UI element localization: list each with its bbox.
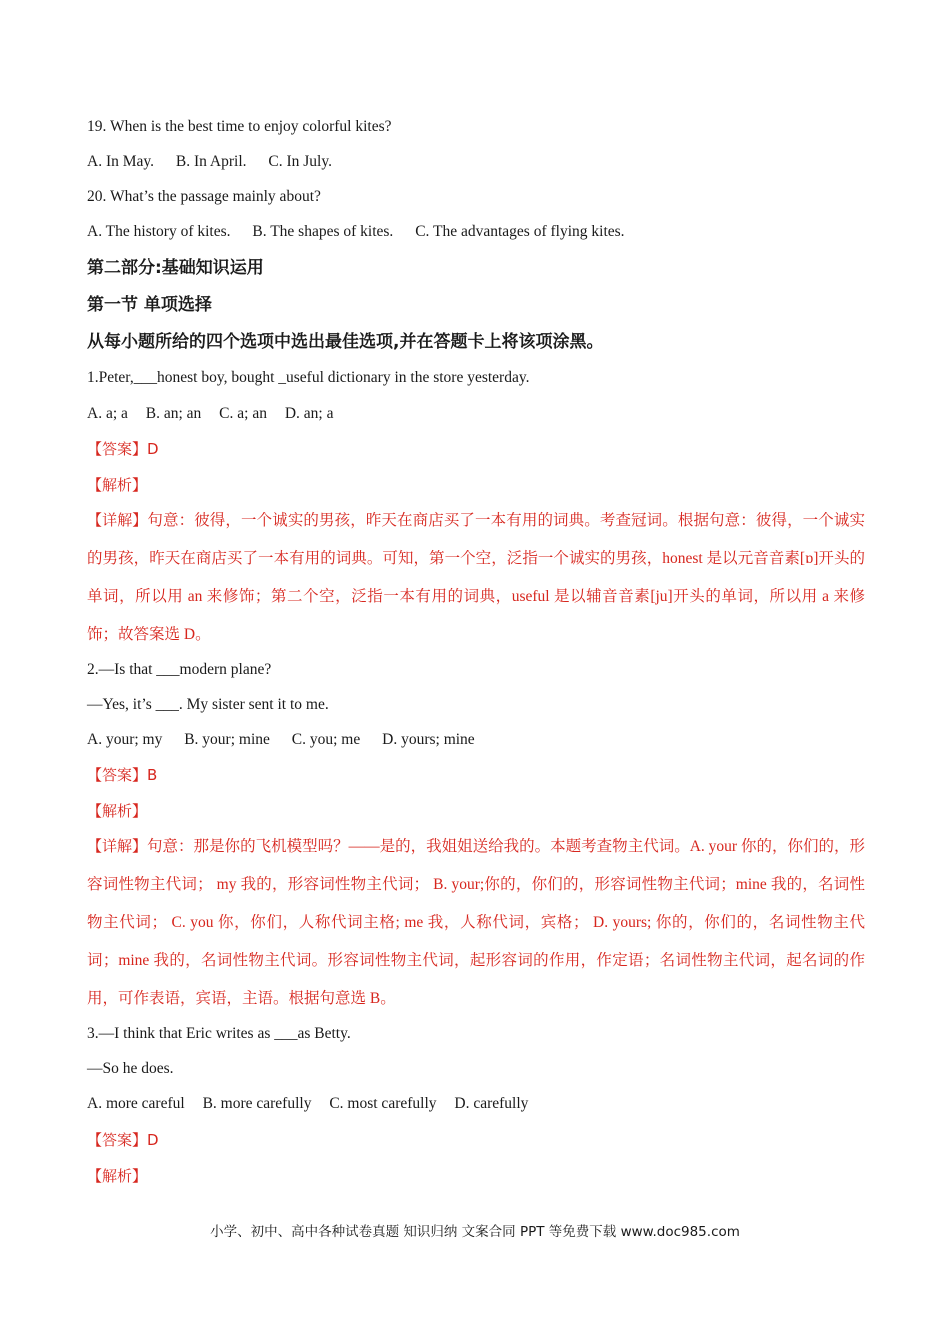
answer-value: B (147, 766, 158, 784)
option: A. The history of kites. (87, 223, 231, 240)
detail-text: 句意：彼得，一个诚实的男孩，昨天在商店买了一本有用的词典。考查冠词。根据句意：彼得，一个诚实的男孩，昨天在商店买了一本有用的词典。可知，第一个空，泛指一个诚实的男孩，honest 是以元音音素[ɒ]开头的单词，所以用 an 来修饰；第二个空，泛指一本有用的词典，useful 是以辅音音素[ju]开头的单词，所以用 a 来修饰；故答案选 D。 (87, 512, 865, 643)
answer-tag: 【答案】 (87, 766, 148, 784)
option: A. your; my (87, 731, 163, 748)
option: C. you; me (291, 731, 361, 748)
option: D. yours; mine (382, 731, 475, 748)
answer-value: D (147, 1131, 159, 1149)
question-19-options (87, 151, 350, 173)
option: B. more carefully (202, 1095, 312, 1112)
item-1-analysis-tag (87, 474, 147, 497)
section-instruction: 从每小题所给的四个选项中选出最佳选项,并在答题卡上将该项涂黑。 (87, 332, 604, 352)
option: C. most carefully (329, 1095, 437, 1112)
question-20-options (87, 221, 643, 243)
item-2-stem-line-1: 2.—Is that ___modern plane? (87, 661, 272, 678)
item-2-detail (87, 827, 865, 1018)
answer-value: D (147, 440, 159, 458)
item-1-options (87, 403, 347, 425)
item-1-answer (87, 438, 159, 461)
option: B. In April. (175, 153, 247, 170)
answer-tag: 【答案】 (87, 440, 148, 458)
analysis-tag: 【解析】 (87, 476, 148, 494)
option: D. carefully (454, 1095, 529, 1112)
section-title: 第一节 单项选择 (87, 295, 212, 315)
question-19-stem: 19. When is the best time to enjoy colorful kites? (87, 118, 392, 135)
item-2-stem-line-2: —Yes, it’s ___. My sister sent it to me. (87, 696, 329, 713)
option: A. In May. (87, 153, 155, 170)
item-1-detail (87, 501, 865, 654)
item-3-answer (87, 1129, 159, 1152)
detail-tag: 【详解】 (87, 837, 148, 855)
option: C. In July. (268, 153, 332, 170)
item-1-stem: 1.Peter,___honest boy, bought _useful dictionary in the store yesterday. (87, 369, 530, 386)
item-3-stem-line-1: 3.—I think that Eric writes as ___as Betty. (87, 1025, 351, 1042)
answer-tag: 【答案】 (87, 1131, 148, 1149)
detail-text: 句意：那是你的飞机模型吗？——是的，我姐姐送给我的。本题考查物主代词。A. your 你的，你们的，形容词性物主代词； my 我的，形容词性物主代词； B. your;你的，你们的，形容词性物主代词；mine 我的，名词性物主代词； C. you 你，你们，人称代词主格; me 我，人称代词，宾格； D. yours; 你的，你们的，名词性物主代词；mine 我的，名词性物主代词。形容词性物主代词，起形容词的作用，作定语；名词性物主代词，起名词的作用，可作表语，宾语，主语。根据句意选 B。 (87, 838, 865, 1007)
option: B. an; an (145, 405, 202, 422)
question-20-stem: 20. What’s the passage mainly about? (87, 188, 321, 205)
item-3-stem-line-2: —So he does. (87, 1060, 174, 1077)
option: C. a; an (219, 405, 267, 422)
page-footer: 小学、初中、高中各种试卷真题 知识归纳 文案合同 PPT 等免费下载 www.doc985.com (210, 1224, 740, 1240)
option: B. your; mine (184, 731, 270, 748)
item-2-options (87, 729, 493, 751)
item-3-analysis-tag (87, 1165, 147, 1188)
analysis-tag: 【解析】 (87, 1167, 148, 1185)
option: C. The advantages of flying kites. (415, 223, 625, 240)
item-2-analysis-tag (87, 800, 147, 823)
part-title: 第二部分:基础知识运用 (87, 258, 264, 278)
option: A. a; a (87, 405, 128, 422)
option: A. more careful (87, 1095, 185, 1112)
detail-tag: 【详解】 (87, 511, 148, 529)
analysis-tag: 【解析】 (87, 802, 148, 820)
item-3-options (87, 1093, 542, 1115)
option: D. an; a (284, 405, 334, 422)
option: B. The shapes of kites. (252, 223, 394, 240)
item-2-answer (87, 764, 157, 787)
